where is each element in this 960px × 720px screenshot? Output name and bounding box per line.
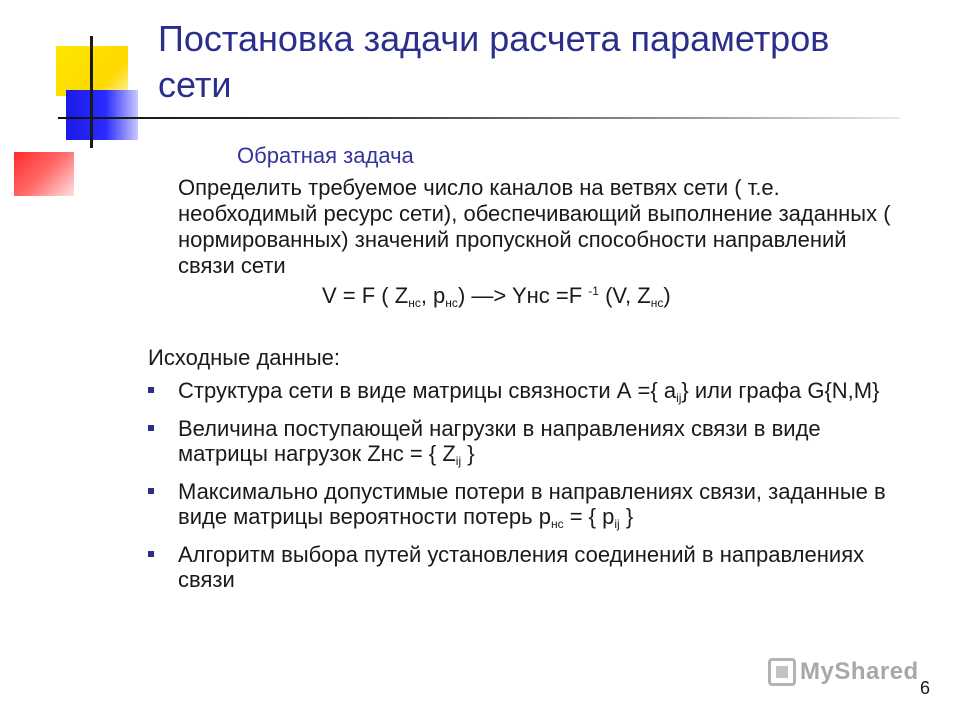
formula-sub: нс (445, 296, 458, 310)
formula-part: ) —> Yнс =F (457, 283, 589, 308)
slide-subtitle: Обратная задача (237, 143, 414, 168)
bullet-icon (148, 425, 154, 431)
list-item-text: Величина поступающей нагрузки в направлениях связи в виде матрицы нагрузок Zнс = { Z (178, 416, 821, 466)
page-number: 6 (919, 678, 930, 698)
myshared-logo-icon (768, 658, 796, 686)
bullet-icon (148, 551, 154, 557)
decor-vertical-line (90, 36, 93, 148)
bullet-icon (148, 488, 154, 494)
slide-title: Постановка задачи расчета параметров сети (158, 18, 830, 105)
list-item-sub: ij (455, 454, 462, 468)
formula-sup: -1 (588, 284, 599, 298)
task-description: Определить требуемое число каналов на ветвях сети ( т.е. необходимый ресурс сети), обеспечивающий выполнение заданных ( нормированных) значений пропускной способности направлений связи сети (178, 175, 891, 278)
formula (322, 283, 671, 310)
list-item-text: } (619, 504, 634, 529)
formula-sub: нс (650, 296, 664, 310)
list-item-text: Алгоритм выбора путей установления соединений в направлениях связи (178, 542, 865, 592)
watermark (768, 658, 919, 686)
list-item-text: = { p (563, 504, 615, 529)
bullet-icon (148, 387, 154, 393)
title-underline (58, 117, 900, 119)
list-item (148, 378, 908, 411)
formula-sub: нс (408, 296, 421, 310)
input-data-list (148, 378, 908, 597)
formula-part: (V, Z (598, 283, 651, 308)
list-item (148, 416, 908, 474)
decor-blue-square (66, 90, 138, 140)
list-item-sub: ij (614, 517, 620, 531)
input-data-heading: Исходные данные: (148, 345, 340, 370)
list-item (148, 542, 908, 592)
formula-part: , p (420, 283, 446, 308)
decor-red-square (14, 152, 74, 196)
list-item (148, 479, 908, 537)
formula-part: V = F ( Z (322, 283, 409, 308)
list-item-text: } или графа G{N,M} (681, 378, 880, 403)
formula-part: ) (663, 283, 671, 308)
list-item-text: } (461, 441, 475, 466)
list-item-text: Максимально допустимые потери в направлениях связи, заданные в виде матрицы вероятности потерь p (178, 479, 886, 529)
list-item-sub: нс (550, 517, 564, 531)
list-item-sub: ij (676, 391, 682, 405)
watermark-text: MyShared (800, 658, 919, 685)
list-item-text: Структура сети в виде матрицы связности А ={ a (178, 378, 677, 403)
